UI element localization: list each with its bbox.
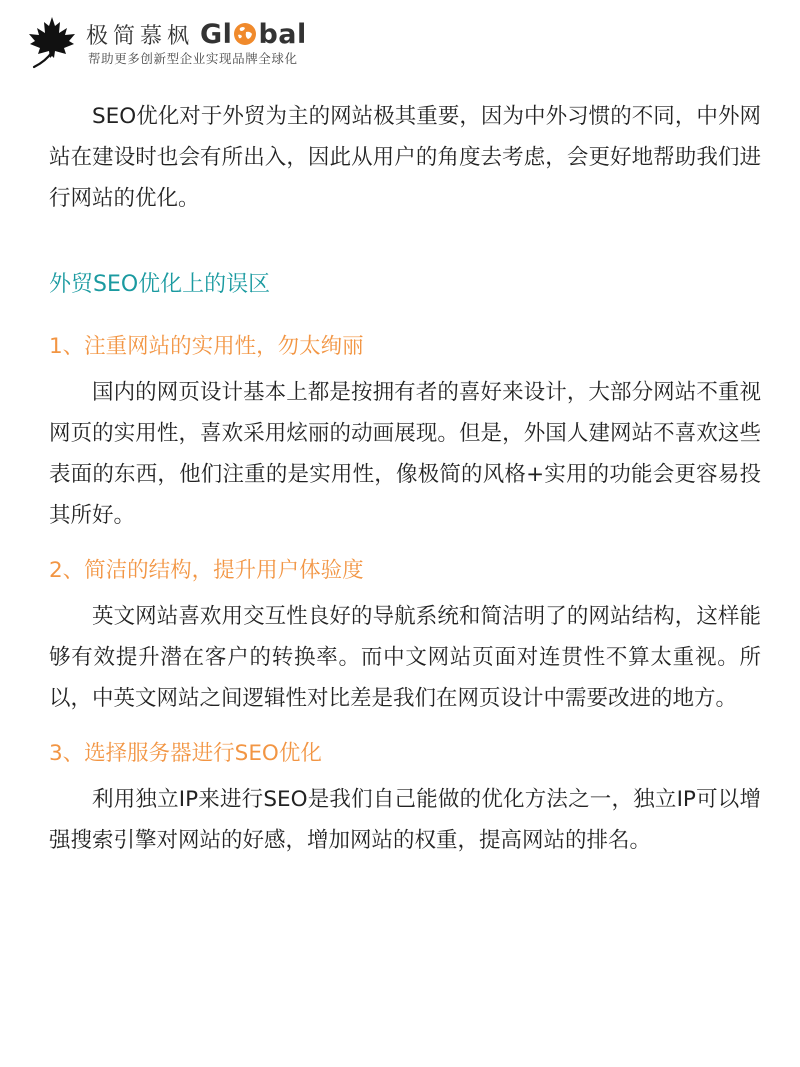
item-body-3: 利用独立IP来进行SEO是我们自己能做的优化方法之一，独立IP可以增强搜索引擎对网站的好感，增加网站的权重，提高网站的排名。	[49, 787, 761, 853]
maple-leaf-icon	[24, 14, 80, 70]
item-body-1: 国内的网页设计基本上都是按拥有者的喜好来设计，大部分网站不重视网页的实用性，喜欢采用炫丽的动画展现。但是，外国人建网站不喜欢这些表面的东西，他们注重的是实用性，像极简的风格+实用的功能会更容易投其所好。	[49, 380, 761, 528]
brand-text	[86, 17, 307, 67]
globe-icon	[233, 22, 257, 46]
brand-name-en-suffix: bal	[258, 18, 307, 50]
intro-paragraph: SEO优化对于外贸为主的网站极其重要，因为中外习惯的不同，中外网站在建设时也会有所出入，因此从用户的角度去考虑，会更好地帮助我们进行网站的优化。	[49, 104, 761, 211]
article-body	[49, 96, 761, 861]
brand-name-en-prefix: Gl	[200, 18, 233, 50]
brand-name	[86, 17, 307, 51]
brand-slogan: 帮助更多创新型企业实现品牌全球化	[88, 51, 298, 66]
section-title: 外贸SEO优化上的误区	[49, 272, 271, 297]
item-title-2: 2、简洁的结构，提升用户体验度	[49, 558, 364, 583]
item-body-2: 英文网站喜欢用交互性良好的导航系统和简洁明了的网站结构，这样能够有效提升潜在客户的转换率。而中文网站页面对连贯性不算太重视。所以，中英文网站之间逻辑性对比差是我们在网页设计中需要改进的地方。	[49, 604, 761, 711]
item-title-1: 1、注重网站的实用性，勿太绚丽	[49, 334, 364, 359]
item-title-3: 3、选择服务器进行SEO优化	[49, 741, 322, 766]
brand-name-en	[200, 19, 307, 50]
brand-header	[24, 14, 307, 70]
brand-name-cn: 极简慕枫	[86, 23, 195, 49]
